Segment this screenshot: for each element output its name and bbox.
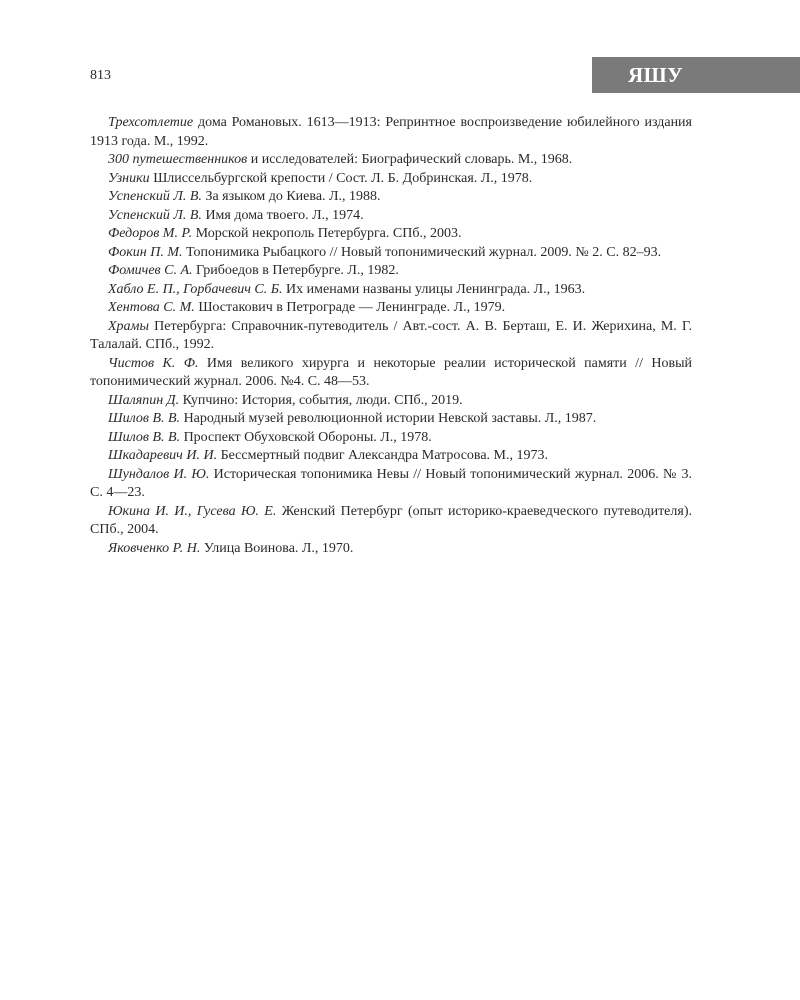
bibliography-entry bbox=[90, 188, 692, 207]
bibliography-entry bbox=[90, 170, 692, 189]
bibliography-entry bbox=[90, 355, 692, 392]
entry-author: Шилов В. В. bbox=[108, 429, 181, 445]
entry-author: Шкадаревич И. И. bbox=[108, 448, 218, 463]
entry-author: Успенский Л. В. bbox=[108, 189, 202, 204]
bibliography-entry bbox=[90, 503, 692, 540]
entry-author: Шаляпин Д. bbox=[108, 392, 180, 408]
bibliography-entry bbox=[90, 151, 692, 170]
bibliography-entry bbox=[90, 281, 692, 300]
entry-author: Юкина И. И., Гусева Ю. Е. bbox=[108, 503, 277, 519]
bibliography-entry bbox=[90, 540, 692, 559]
entry-author: Яковченко Р. Н. bbox=[108, 540, 201, 556]
entry-author: Узники bbox=[108, 170, 150, 186]
entry-author: Федоров М. Р. bbox=[108, 226, 193, 241]
entry-text: Народный музей революционной истории Невской заставы. Л., 1987. bbox=[180, 411, 597, 426]
entry-text: Шостакович в Петрограде — Ленинграде. Л., 1979. bbox=[194, 300, 506, 315]
bibliography-entry bbox=[90, 447, 692, 466]
entry-text: За языком до Киева. Л., 1988. bbox=[201, 189, 381, 204]
entry-text: дома Романовых. 1613—1913: Репринтное воспроизведение юбилейного издания 1913 года. М., 1992. bbox=[90, 115, 692, 149]
entry-text: Петербурга: Справочник-путеводитель / Авт.-сост. А. В. Берташ, Е. И. Жерихина, М. Г. Талалай. СПб., 1992. bbox=[90, 318, 692, 352]
entry-author: Шундалов И. Ю. bbox=[108, 466, 210, 482]
entry-author: Фомичев С. А. bbox=[108, 263, 193, 278]
entry-author: Хабло Е. П., Горбачевич С. Б. bbox=[108, 281, 283, 297]
entry-text: Грибоедов в Петербурге. Л., 1982. bbox=[192, 263, 399, 278]
entry-text: Женский Петербург (опыт историко-краеведческого путеводителя). СПб., 2004. bbox=[90, 503, 692, 537]
entry-text: Морской некрополь Петербурга. СПб., 2003. bbox=[192, 226, 462, 241]
bibliography-entry bbox=[90, 244, 692, 263]
bibliography-entry bbox=[90, 429, 692, 448]
bibliography-entry bbox=[90, 299, 692, 318]
entry-text: Историческая топонимика Невы // Новый топонимический журнал. 2006. № 3. С. 4—23. bbox=[90, 466, 692, 500]
page-number: 813 bbox=[90, 68, 111, 83]
entry-text: Имя дома твоего. Л., 1974. bbox=[201, 207, 364, 223]
entry-author: Храмы bbox=[108, 318, 149, 334]
bibliography-entry bbox=[90, 225, 692, 244]
entry-text: Улица Воинова. Л., 1970. bbox=[200, 540, 354, 556]
entry-author: Чистов К. Ф. bbox=[108, 355, 199, 371]
entry-author: Трехсотлетие bbox=[108, 115, 194, 130]
entry-text: Бессмертный подвиг Александра Матросова. М., 1973. bbox=[217, 448, 548, 463]
entry-author: 300 путешественников bbox=[108, 152, 248, 167]
bibliography-entry bbox=[90, 410, 692, 429]
bibliography-entry bbox=[90, 392, 692, 411]
entry-text: Проспект Обуховской Обороны. Л., 1978. bbox=[180, 429, 432, 445]
section-tab bbox=[592, 57, 800, 93]
entry-author: Хентова С. М. bbox=[108, 300, 195, 315]
entry-author: Шилов В. В. bbox=[108, 411, 181, 426]
entry-text: Шлиссельбургской крепости / Сост. Л. Б. Добринская. Л., 1978. bbox=[149, 170, 533, 186]
bibliography-list bbox=[90, 114, 692, 558]
entry-author: Фокин П. М. bbox=[108, 244, 183, 260]
section-title: ЯШУ bbox=[628, 63, 684, 87]
entry-text: Топонимика Рыбацкого // Новый топонимический журнал. 2009. № 2. С. 82–93. bbox=[182, 244, 662, 260]
entry-author: Успенский Л. В. bbox=[108, 207, 202, 223]
bibliography-entry bbox=[90, 262, 692, 281]
bibliography-entry bbox=[90, 114, 692, 151]
entry-text: и исследователей: Биографический словарь. М., 1968. bbox=[247, 152, 573, 167]
entry-text: Купчино: История, события, люди. СПб., 2019. bbox=[179, 392, 463, 408]
entry-text: Их именами названы улицы Ленинграда. Л., 1963. bbox=[282, 281, 586, 297]
bibliography-entry bbox=[90, 207, 692, 226]
bibliography-entry bbox=[90, 466, 692, 503]
bibliography-entry bbox=[90, 318, 692, 355]
entry-text: Имя великого хирурга и некоторые реалии исторической памяти // Новый топонимический журнал. 2006. №4. С. 48—53. bbox=[90, 355, 693, 389]
